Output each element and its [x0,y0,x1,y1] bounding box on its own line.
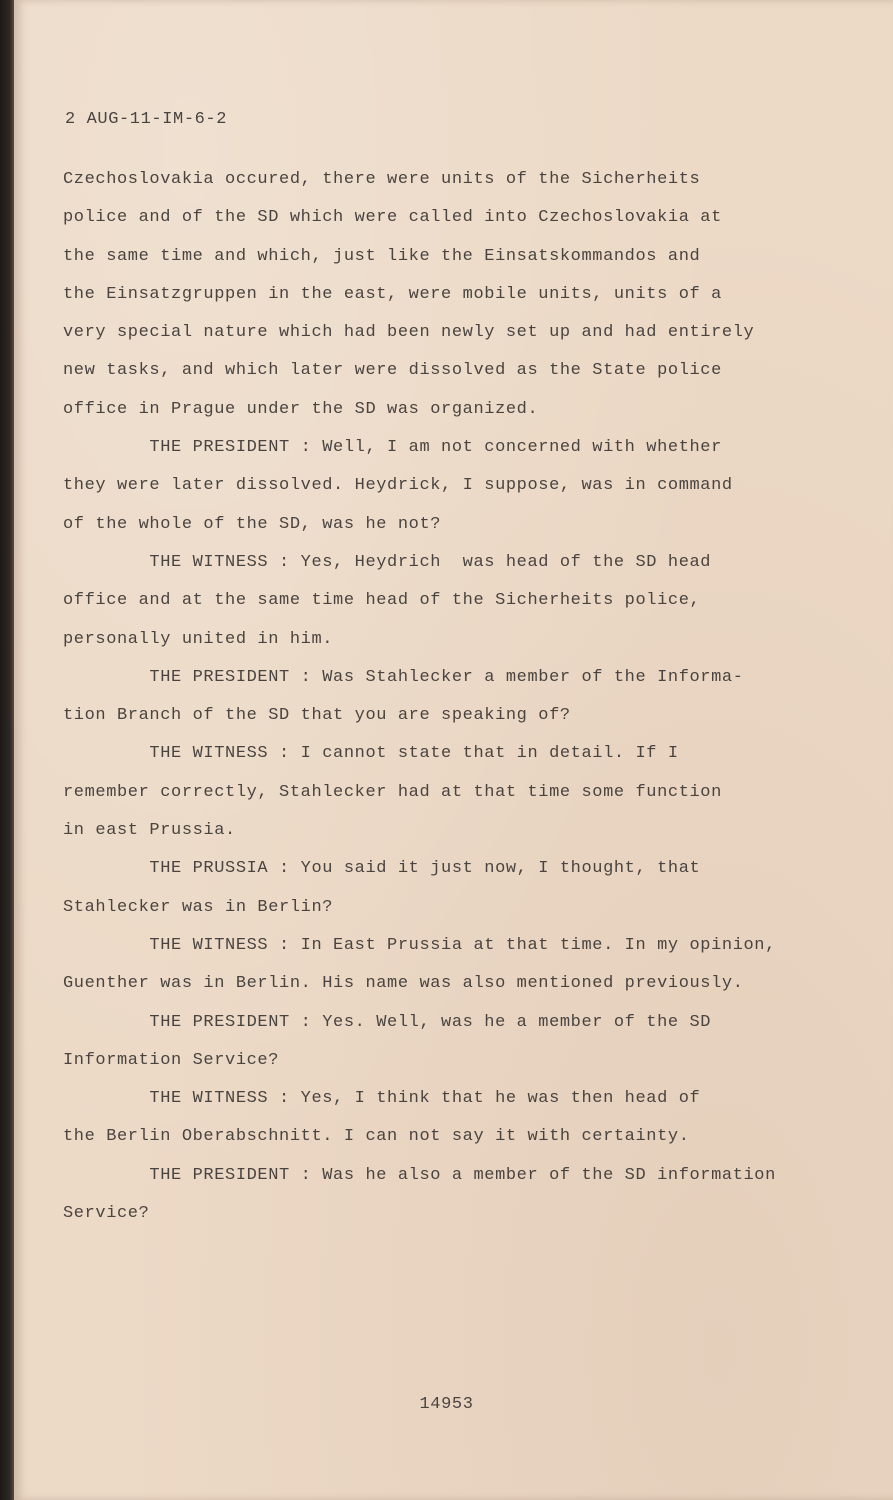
transcript-line: Guenther was in Berlin. His name was also mentioned previously. [63,974,744,994]
transcript-line: Stahlecker was in Berlin? [63,897,334,917]
transcript-line: THE WITNESS : Yes, I think that he was then head of [63,1089,701,1109]
page-number: 14953 [419,1395,474,1414]
transcript-line: office in Prague under the SD was organized. [63,399,539,419]
transcript-line: THE PRESIDENT : Well, I am not concerned with whether [63,438,722,458]
transcript-line: they were later dissolved. Heydrick, I suppose, was in command [63,476,733,496]
transcript-line: THE PRUSSIA : You said it just now, I thought, that [63,859,701,879]
transcript-line: Czechoslovakia occured, there were units of the Sicherheits [63,170,701,189]
transcript-line: THE WITNESS : In East Prussia at that time. In my opinion, [63,935,776,955]
transcript-line: tion Branch of the SD that you are speaking of? [63,706,571,726]
page-header: 2 AUG-11-IM-6-2 [65,110,228,129]
transcript-line: THE WITNESS : Yes, Heydrich was head of the SD head [63,552,712,572]
transcript-line: THE PRESIDENT : Was he also a member of the SD information [63,1165,776,1185]
transcript-line: the Einsatzgruppen in the east, were mobile units, units of a [63,284,722,304]
transcript-line: Service? [63,1204,150,1224]
transcript-line: THE WITNESS : I cannot state that in detail. If I [63,744,679,764]
transcript-line: THE PRESIDENT : Was Stahlecker a member of the Informa- [63,667,744,687]
transcript-line: police and of the SD which were called into Czechoslovakia at [63,208,722,228]
transcript-line: new tasks, and which later were dissolved as the State police [63,361,722,381]
document-page [14,0,893,1500]
transcript-line: THE PRESIDENT : Yes. Well, was he a member of the SD [63,1012,712,1032]
transcript-line: personally united in him. [63,629,334,649]
paper-left-edge [0,0,14,1500]
transcript-body [63,166,853,1238]
transcript-line: the same time and which, just like the Einsatskommandos and [63,246,701,266]
transcript-line: office and at the same time head of the Sicherheits police, [63,591,701,611]
transcript-line: in east Prussia. [63,821,236,841]
transcript-line: of the whole of the SD, was he not? [63,514,442,534]
transcript-line: the Berlin Oberabschnitt. I can not say it with certainty. [63,1127,690,1147]
transcript-line: Information Service? [63,1050,280,1070]
transcript-line: very special nature which had been newly set up and had entirely [63,323,755,343]
transcript-line: remember correctly, Stahlecker had at that time some function [63,782,722,802]
